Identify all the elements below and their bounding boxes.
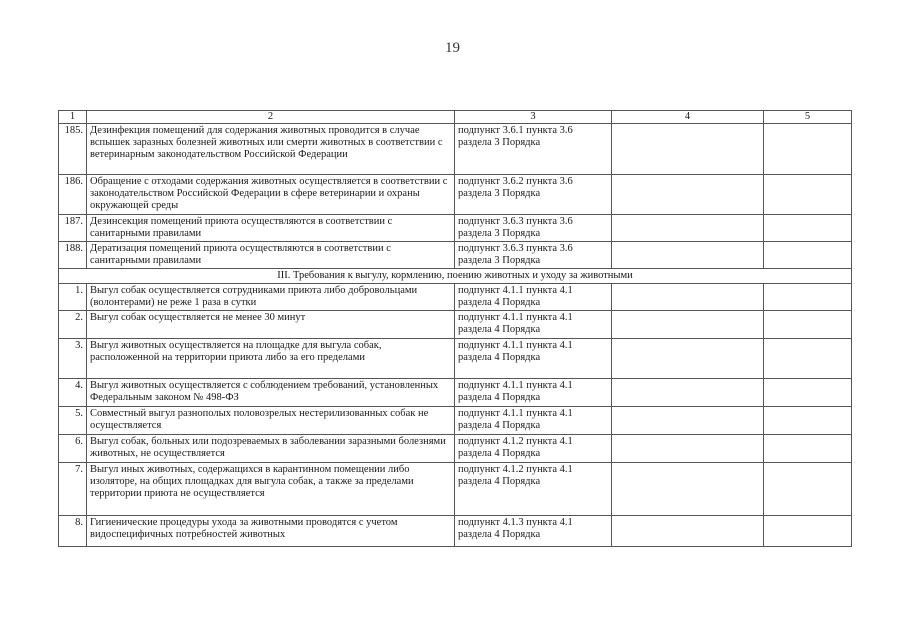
legal-reference: подпункт 4.1.2 пункта 4.1 раздела 4 Порядка	[455, 463, 612, 516]
legal-reference: подпункт 3.6.1 пункта 3.6 раздела 3 Порядка	[455, 124, 612, 175]
row-number: 5.	[59, 407, 87, 435]
row-number: 4.	[59, 379, 87, 407]
legal-reference: подпункт 4.1.2 пункта 4.1 раздела 4 Порядка	[455, 435, 612, 463]
answer-cell	[612, 407, 764, 435]
answer-cell	[612, 516, 764, 547]
column-header: 4	[612, 111, 764, 124]
requirement-text: Дератизация помещений приюта осуществляются в соответствии с санитарными правилами	[87, 242, 455, 269]
legal-reference: подпункт 4.1.1 пункта 4.1 раздела 4 Порядка	[455, 379, 612, 407]
row-number: 2.	[59, 311, 87, 339]
answer-cell	[612, 463, 764, 516]
requirement-text: Выгул иных животных, содержащихся в карантинном помещении либо изоляторе, на общих площадках для выгула собак, а также за пределами территории приюта не осуществляется	[87, 463, 455, 516]
note-cell	[764, 463, 852, 516]
table-row	[59, 175, 852, 215]
checklist-table	[58, 110, 852, 547]
note-cell	[764, 175, 852, 215]
requirement-text: Выгул собак осуществляется не менее 30 минут	[87, 311, 455, 339]
answer-cell	[612, 242, 764, 269]
note-cell	[764, 242, 852, 269]
row-number: 188.	[59, 242, 87, 269]
table-row	[59, 215, 852, 242]
note-cell	[764, 311, 852, 339]
requirement-text: Выгул собак осуществляется сотрудниками приюта либо добровольцами (волонтерами) не реже 1 раза в сутки	[87, 284, 455, 311]
requirement-text: Гигиенические процедуры ухода за животными проводятся с учетом видоспецифичных потребностей животных	[87, 516, 455, 547]
table-row	[59, 435, 852, 463]
row-number: 8.	[59, 516, 87, 547]
table-row	[59, 379, 852, 407]
column-header: 5	[764, 111, 852, 124]
legal-reference: подпункт 3.6.3 пункта 3.6 раздела 3 Порядка	[455, 242, 612, 269]
row-number: 185.	[59, 124, 87, 175]
requirement-text: Обращение с отходами содержания животных осуществляется в соответствии с законодательством Российской Федерации в сфере ветеринарии и охраны окружающей среды	[87, 175, 455, 215]
note-cell	[764, 516, 852, 547]
requirement-text: Выгул животных осуществляется с соблюдением требований, установленных Федеральным законом № 498-ФЗ	[87, 379, 455, 407]
row-number: 186.	[59, 175, 87, 215]
table-row	[59, 242, 852, 269]
answer-cell	[612, 124, 764, 175]
note-cell	[764, 435, 852, 463]
answer-cell	[612, 284, 764, 311]
legal-reference: подпункт 4.1.1 пункта 4.1 раздела 4 Порядка	[455, 339, 612, 379]
answer-cell	[612, 435, 764, 463]
page-number: 19	[445, 40, 460, 56]
legal-reference: подпункт 4.1.3 пункта 4.1 раздела 4 Порядка	[455, 516, 612, 547]
note-cell	[764, 379, 852, 407]
column-header: 3	[455, 111, 612, 124]
legal-reference: подпункт 4.1.1 пункта 4.1 раздела 4 Порядка	[455, 407, 612, 435]
requirement-text: Выгул собак, больных или подозреваемых в заболевании заразными болезнями животных, не осуществляется	[87, 435, 455, 463]
table-row	[59, 311, 852, 339]
table-row	[59, 407, 852, 435]
note-cell	[764, 124, 852, 175]
column-header: 1	[59, 111, 87, 124]
note-cell	[764, 407, 852, 435]
row-number: 1.	[59, 284, 87, 311]
legal-reference: подпункт 4.1.1 пункта 4.1 раздела 4 Порядка	[455, 311, 612, 339]
table-row	[59, 516, 852, 547]
table-row	[59, 284, 852, 311]
requirement-text: Дезинсекция помещений приюта осуществляются в соответствии с санитарными правилами	[87, 215, 455, 242]
column-header: 2	[87, 111, 455, 124]
note-cell	[764, 215, 852, 242]
table-row	[59, 463, 852, 516]
answer-cell	[612, 215, 764, 242]
table-row	[59, 339, 852, 379]
answer-cell	[612, 175, 764, 215]
legal-reference: подпункт 3.6.2 пункта 3.6 раздела 3 Порядка	[455, 175, 612, 215]
row-number: 3.	[59, 339, 87, 379]
legal-reference: подпункт 4.1.1 пункта 4.1 раздела 4 Порядка	[455, 284, 612, 311]
note-cell	[764, 284, 852, 311]
table-header-row	[59, 111, 852, 124]
row-number: 7.	[59, 463, 87, 516]
answer-cell	[612, 379, 764, 407]
row-number: 6.	[59, 435, 87, 463]
row-number: 187.	[59, 215, 87, 242]
legal-reference: подпункт 3.6.3 пункта 3.6 раздела 3 Порядка	[455, 215, 612, 242]
requirement-text: Совместный выгул разнополых половозрелых нестерилизованных собак не осуществляется	[87, 407, 455, 435]
table-row	[59, 124, 852, 175]
section-title: III. Требования к выгулу, кормлению, поению животных и уходу за животными	[59, 269, 852, 284]
requirement-text: Дезинфекция помещений для содержания животных проводится в случае вспышек заразных болезней животных или смерти животных в соответствии с ветеринарным законодательством Российской Федерации	[87, 124, 455, 175]
answer-cell	[612, 339, 764, 379]
answer-cell	[612, 311, 764, 339]
note-cell	[764, 339, 852, 379]
section-heading-row	[59, 269, 852, 284]
requirement-text: Выгул животных осуществляется на площадке для выгула собак, расположенной на территории приюта либо за его пределами	[87, 339, 455, 379]
